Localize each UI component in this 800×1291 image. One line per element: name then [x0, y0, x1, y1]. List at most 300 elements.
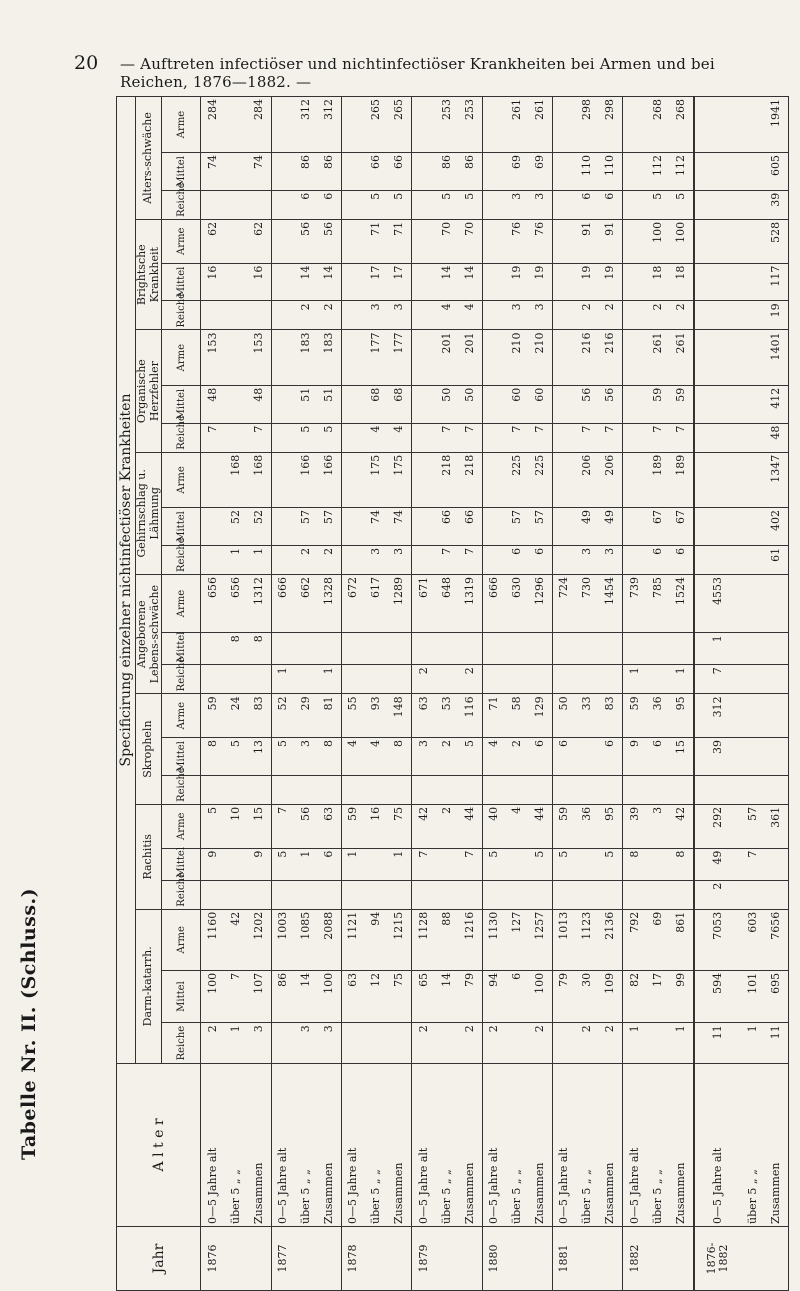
value-cell: 127: [506, 909, 529, 970]
value-cell: [694, 545, 742, 574]
value-cell: 74: [365, 508, 388, 546]
age-cell: Zusammen: [247, 1063, 271, 1226]
value-cell: [529, 665, 553, 694]
age-cell: Zusammen: [388, 1063, 412, 1226]
value-cell: 17: [388, 263, 412, 301]
value-cell: [553, 508, 577, 546]
age-cell: 0—5 Jahre alt: [553, 1063, 577, 1226]
age-cell: über 5 „ „: [365, 1063, 388, 1226]
value-cell: 6: [599, 190, 623, 219]
value-cell: 4: [436, 301, 459, 330]
value-cell: 94: [365, 909, 388, 970]
value-cell: [271, 452, 295, 507]
value-cell: 312: [318, 97, 342, 153]
value-cell: [623, 152, 647, 190]
value-cell: 14: [458, 263, 482, 301]
value-cell: [599, 880, 623, 909]
age-cell: über 5 „ „: [295, 1063, 318, 1226]
value-cell: [576, 848, 599, 880]
value-cell: [388, 665, 412, 694]
value-cell: [742, 633, 765, 665]
age-cell: über 5 „ „: [576, 1063, 599, 1226]
value-cell: [295, 775, 318, 804]
value-cell: 8: [388, 737, 412, 775]
value-cell: 60: [506, 385, 529, 423]
value-cell: [341, 452, 365, 507]
value-cell: [225, 190, 248, 219]
sub-header: Arme: [162, 574, 201, 632]
value-cell: 100: [529, 970, 553, 1022]
value-cell: 30: [576, 970, 599, 1022]
value-cell: 7: [436, 545, 459, 574]
value-cell: 74: [247, 152, 271, 190]
table-label: Tabelle Nr. II. (Schluss.): [18, 887, 40, 1160]
value-cell: [436, 633, 459, 665]
value-cell: [623, 452, 647, 507]
value-cell: [412, 508, 436, 546]
value-cell: [482, 775, 506, 804]
value-cell: 284: [201, 97, 225, 153]
value-cell: [458, 775, 482, 804]
value-cell: 42: [669, 804, 694, 848]
value-cell: 1123: [576, 909, 599, 970]
value-cell: [482, 665, 506, 694]
value-cell: 4: [365, 423, 388, 452]
value-cell: 16: [247, 263, 271, 301]
value-cell: 5: [458, 190, 482, 219]
value-cell: 88: [436, 909, 459, 970]
value-cell: [412, 190, 436, 219]
value-cell: 4: [482, 737, 506, 775]
value-cell: 50: [553, 694, 577, 738]
value-cell: [553, 1023, 577, 1064]
age-cell: Zusammen: [458, 1063, 482, 1226]
value-cell: 83: [247, 694, 271, 738]
value-cell: 648: [436, 574, 459, 632]
value-cell: 183: [295, 330, 318, 385]
value-cell: [201, 775, 225, 804]
value-cell: 51: [295, 385, 318, 423]
value-cell: [458, 880, 482, 909]
value-cell: 18: [669, 263, 694, 301]
sub-header: Arme: [162, 97, 201, 153]
value-cell: [436, 1023, 459, 1064]
value-cell: 5: [599, 848, 623, 880]
table-row: [694, 97, 742, 1291]
group-header: Brightsche Krankheit: [136, 219, 162, 330]
value-cell: 7: [412, 848, 436, 880]
value-cell: 61: [764, 545, 788, 574]
value-cell: 6: [529, 545, 553, 574]
value-cell: [225, 301, 248, 330]
value-cell: 57: [506, 508, 529, 546]
value-cell: 13: [247, 737, 271, 775]
value-cell: [553, 545, 577, 574]
value-cell: [201, 301, 225, 330]
value-cell: 42: [412, 804, 436, 848]
value-cell: 62: [201, 219, 225, 263]
value-cell: 1328: [318, 574, 342, 632]
value-cell: 225: [506, 452, 529, 507]
side-label: [18, 560, 48, 1160]
table-row: [458, 97, 482, 1291]
sub-header: Arme: [162, 330, 201, 385]
value-cell: 71: [388, 219, 412, 263]
value-cell: 10: [225, 804, 248, 848]
value-cell: 672: [341, 574, 365, 632]
value-cell: [341, 97, 365, 153]
value-cell: [694, 219, 742, 263]
value-cell: [694, 385, 742, 423]
value-cell: 7: [225, 970, 248, 1022]
value-cell: 18: [647, 263, 670, 301]
value-cell: 68: [365, 385, 388, 423]
value-cell: 4: [506, 804, 529, 848]
value-cell: [271, 1023, 295, 1064]
value-cell: 86: [458, 152, 482, 190]
value-cell: 168: [225, 452, 248, 507]
table-row: [341, 97, 365, 1291]
value-cell: [742, 452, 765, 507]
value-cell: 2: [599, 301, 623, 330]
value-cell: 110: [599, 152, 623, 190]
value-cell: 7656: [764, 909, 788, 970]
col-jahr: Jahr: [117, 1226, 201, 1290]
value-cell: 81: [318, 694, 342, 738]
value-cell: 206: [576, 452, 599, 507]
value-cell: 1: [341, 848, 365, 880]
value-cell: 7053: [694, 909, 742, 970]
sub-header: Reiche: [162, 1023, 201, 1064]
value-cell: 19: [576, 263, 599, 301]
value-cell: [764, 633, 788, 665]
value-cell: 56: [576, 385, 599, 423]
value-cell: 3: [412, 737, 436, 775]
value-cell: 79: [553, 970, 577, 1022]
value-cell: 3: [506, 301, 529, 330]
value-cell: 8: [201, 737, 225, 775]
table-row: [388, 97, 412, 1291]
value-cell: [576, 665, 599, 694]
value-cell: [225, 152, 248, 190]
value-cell: 51: [318, 385, 342, 423]
value-cell: [458, 633, 482, 665]
value-cell: 107: [247, 970, 271, 1022]
value-cell: 14: [295, 263, 318, 301]
value-cell: 49: [576, 508, 599, 546]
value-cell: 6: [506, 545, 529, 574]
value-cell: 44: [529, 804, 553, 848]
year-cell: [458, 1226, 482, 1290]
value-cell: 265: [388, 97, 412, 153]
value-cell: 56: [295, 219, 318, 263]
value-cell: 8: [623, 848, 647, 880]
value-cell: [341, 330, 365, 385]
value-cell: 2088: [318, 909, 342, 970]
value-cell: 83: [599, 694, 623, 738]
value-cell: [647, 880, 670, 909]
value-cell: [623, 385, 647, 423]
value-cell: [341, 385, 365, 423]
sub-header: Arme: [162, 694, 201, 738]
value-cell: 52: [247, 508, 271, 546]
value-cell: 4553: [694, 574, 742, 632]
value-cell: [623, 301, 647, 330]
value-cell: 1401: [764, 330, 788, 385]
value-cell: 63: [341, 970, 365, 1022]
value-cell: 67: [669, 508, 694, 546]
value-cell: [271, 385, 295, 423]
value-cell: 66: [458, 508, 482, 546]
value-cell: 76: [506, 219, 529, 263]
value-cell: 1128: [412, 909, 436, 970]
value-cell: [553, 423, 577, 452]
sub-header: Mittel: [162, 633, 201, 665]
value-cell: [341, 190, 365, 219]
value-cell: [742, 574, 765, 632]
value-cell: [341, 665, 365, 694]
sub-header: Reiche: [162, 190, 201, 219]
value-cell: [201, 665, 225, 694]
value-cell: 91: [576, 219, 599, 263]
value-cell: 2: [599, 1023, 623, 1064]
value-cell: [669, 775, 694, 804]
value-cell: 93: [365, 694, 388, 738]
table-row: [295, 97, 318, 1291]
value-cell: 5: [647, 190, 670, 219]
value-cell: 69: [506, 152, 529, 190]
value-cell: 268: [647, 97, 670, 153]
value-cell: 312: [694, 694, 742, 738]
value-cell: [623, 880, 647, 909]
table-row: [529, 97, 553, 1291]
value-cell: 129: [529, 694, 553, 738]
age-cell: 0—5 Jahre alt: [482, 1063, 506, 1226]
value-cell: 605: [764, 152, 788, 190]
sub-header: Mittel: [162, 737, 201, 775]
value-cell: 17: [647, 970, 670, 1022]
header-title: — Auftreten infectiöser und nichtinfectiöser Krankheiten bei Armen und bei Reichen, 1876—1882. —: [120, 55, 715, 91]
value-cell: [764, 880, 788, 909]
value-cell: 63: [412, 694, 436, 738]
value-cell: 785: [647, 574, 670, 632]
value-cell: 168: [247, 452, 271, 507]
value-cell: 66: [436, 508, 459, 546]
value-cell: 17: [365, 263, 388, 301]
value-cell: [647, 1023, 670, 1064]
table-row: [318, 97, 342, 1291]
value-cell: [318, 633, 342, 665]
value-cell: [742, 665, 765, 694]
sub-header: Reiche: [162, 665, 201, 694]
value-cell: 100: [669, 219, 694, 263]
value-cell: [482, 190, 506, 219]
value-cell: 112: [669, 152, 694, 190]
value-cell: 7: [576, 423, 599, 452]
value-cell: [412, 545, 436, 574]
value-cell: 1: [694, 633, 742, 665]
value-cell: [742, 263, 765, 301]
value-cell: 739: [623, 574, 647, 632]
value-cell: 117: [764, 263, 788, 301]
age-cell: 0—5 Jahre alt: [201, 1063, 225, 1226]
year-cell: [742, 1226, 765, 1290]
table-row: [482, 97, 506, 1291]
value-cell: 100: [318, 970, 342, 1022]
value-cell: 177: [388, 330, 412, 385]
value-cell: 19: [529, 263, 553, 301]
year-cell: 1879: [412, 1226, 436, 1290]
value-cell: [412, 452, 436, 507]
group-header: Rachitis: [136, 804, 162, 909]
value-cell: 39: [694, 737, 742, 775]
value-cell: [742, 423, 765, 452]
value-cell: [742, 97, 765, 153]
value-cell: 112: [647, 152, 670, 190]
table-row: [599, 97, 623, 1291]
group-header: Angeborene Lebens-schwäche: [136, 574, 162, 693]
year-cell: 1876: [201, 1226, 225, 1290]
value-cell: 7: [436, 423, 459, 452]
value-cell: 70: [436, 219, 459, 263]
value-cell: 3: [318, 1023, 342, 1064]
value-cell: 1: [623, 1023, 647, 1064]
value-cell: 3: [529, 301, 553, 330]
value-cell: 6: [529, 737, 553, 775]
value-cell: 5: [201, 804, 225, 848]
value-cell: 48: [201, 385, 225, 423]
value-cell: 14: [295, 970, 318, 1022]
value-cell: [482, 423, 506, 452]
table-row: [271, 97, 295, 1291]
value-cell: 69: [647, 909, 670, 970]
value-cell: 14: [436, 263, 459, 301]
value-cell: [764, 694, 788, 738]
value-cell: 6: [318, 190, 342, 219]
value-cell: [529, 633, 553, 665]
value-cell: [318, 775, 342, 804]
value-cell: 210: [529, 330, 553, 385]
value-cell: 1216: [458, 909, 482, 970]
value-cell: 86: [318, 152, 342, 190]
value-cell: 2: [318, 545, 342, 574]
age-cell: Zusammen: [318, 1063, 342, 1226]
value-cell: 2: [201, 1023, 225, 1064]
value-cell: [742, 775, 765, 804]
value-cell: 82: [623, 970, 647, 1022]
value-cell: [576, 775, 599, 804]
value-cell: 7: [669, 423, 694, 452]
value-cell: 4: [365, 737, 388, 775]
value-cell: [764, 737, 788, 775]
value-cell: 1: [742, 1023, 765, 1064]
value-cell: 6: [553, 737, 577, 775]
value-cell: 6: [506, 970, 529, 1022]
year-cell: [247, 1226, 271, 1290]
value-cell: 666: [482, 574, 506, 632]
value-cell: 7: [247, 423, 271, 452]
value-cell: [412, 219, 436, 263]
value-cell: 7: [458, 545, 482, 574]
value-cell: 1941: [764, 97, 788, 153]
value-cell: 11: [764, 1023, 788, 1064]
value-cell: [694, 263, 742, 301]
value-cell: 3: [599, 545, 623, 574]
year-cell: 1880: [482, 1226, 506, 1290]
value-cell: [412, 423, 436, 452]
value-cell: 175: [365, 452, 388, 507]
value-cell: 5: [365, 190, 388, 219]
value-cell: 3: [576, 545, 599, 574]
value-cell: 6: [576, 190, 599, 219]
age-cell: Zusammen: [764, 1063, 788, 1226]
value-cell: [436, 775, 459, 804]
value-cell: 62: [247, 219, 271, 263]
value-cell: 55: [341, 694, 365, 738]
table-row: [225, 97, 248, 1291]
value-cell: 2: [458, 1023, 482, 1064]
value-cell: [506, 775, 529, 804]
value-cell: 1296: [529, 574, 553, 632]
value-cell: [482, 263, 506, 301]
value-cell: [295, 665, 318, 694]
value-cell: [271, 880, 295, 909]
value-cell: [295, 633, 318, 665]
value-cell: [576, 880, 599, 909]
value-cell: [341, 508, 365, 546]
value-cell: 75: [388, 970, 412, 1022]
value-cell: [742, 330, 765, 385]
value-cell: 7: [506, 423, 529, 452]
value-cell: 59: [553, 804, 577, 848]
value-cell: [341, 633, 365, 665]
value-cell: [506, 633, 529, 665]
sub-header: Reiche: [162, 880, 201, 909]
value-cell: 48: [247, 385, 271, 423]
year-cell: 1882: [623, 1226, 647, 1290]
value-cell: 79: [458, 970, 482, 1022]
value-cell: [647, 848, 670, 880]
value-cell: 1: [271, 665, 295, 694]
value-cell: [247, 190, 271, 219]
value-cell: 1215: [388, 909, 412, 970]
value-cell: 3: [388, 545, 412, 574]
value-cell: 1: [225, 1023, 248, 1064]
value-cell: 1524: [669, 574, 694, 632]
value-cell: [225, 330, 248, 385]
value-cell: [388, 775, 412, 804]
value-cell: [201, 452, 225, 507]
value-cell: [247, 880, 271, 909]
value-cell: 42: [225, 909, 248, 970]
value-cell: 3: [365, 545, 388, 574]
value-cell: [647, 665, 670, 694]
table-row: [647, 97, 670, 1291]
value-cell: [742, 737, 765, 775]
value-cell: 6: [318, 848, 342, 880]
value-cell: [482, 219, 506, 263]
value-cell: 63: [318, 804, 342, 848]
value-cell: 265: [365, 97, 388, 153]
page-number: 20: [74, 52, 99, 74]
value-cell: 48: [764, 423, 788, 452]
value-cell: 15: [247, 804, 271, 848]
value-cell: 40: [482, 804, 506, 848]
value-cell: 65: [412, 970, 436, 1022]
value-cell: [553, 633, 577, 665]
value-cell: 86: [295, 152, 318, 190]
value-cell: 7: [742, 848, 765, 880]
